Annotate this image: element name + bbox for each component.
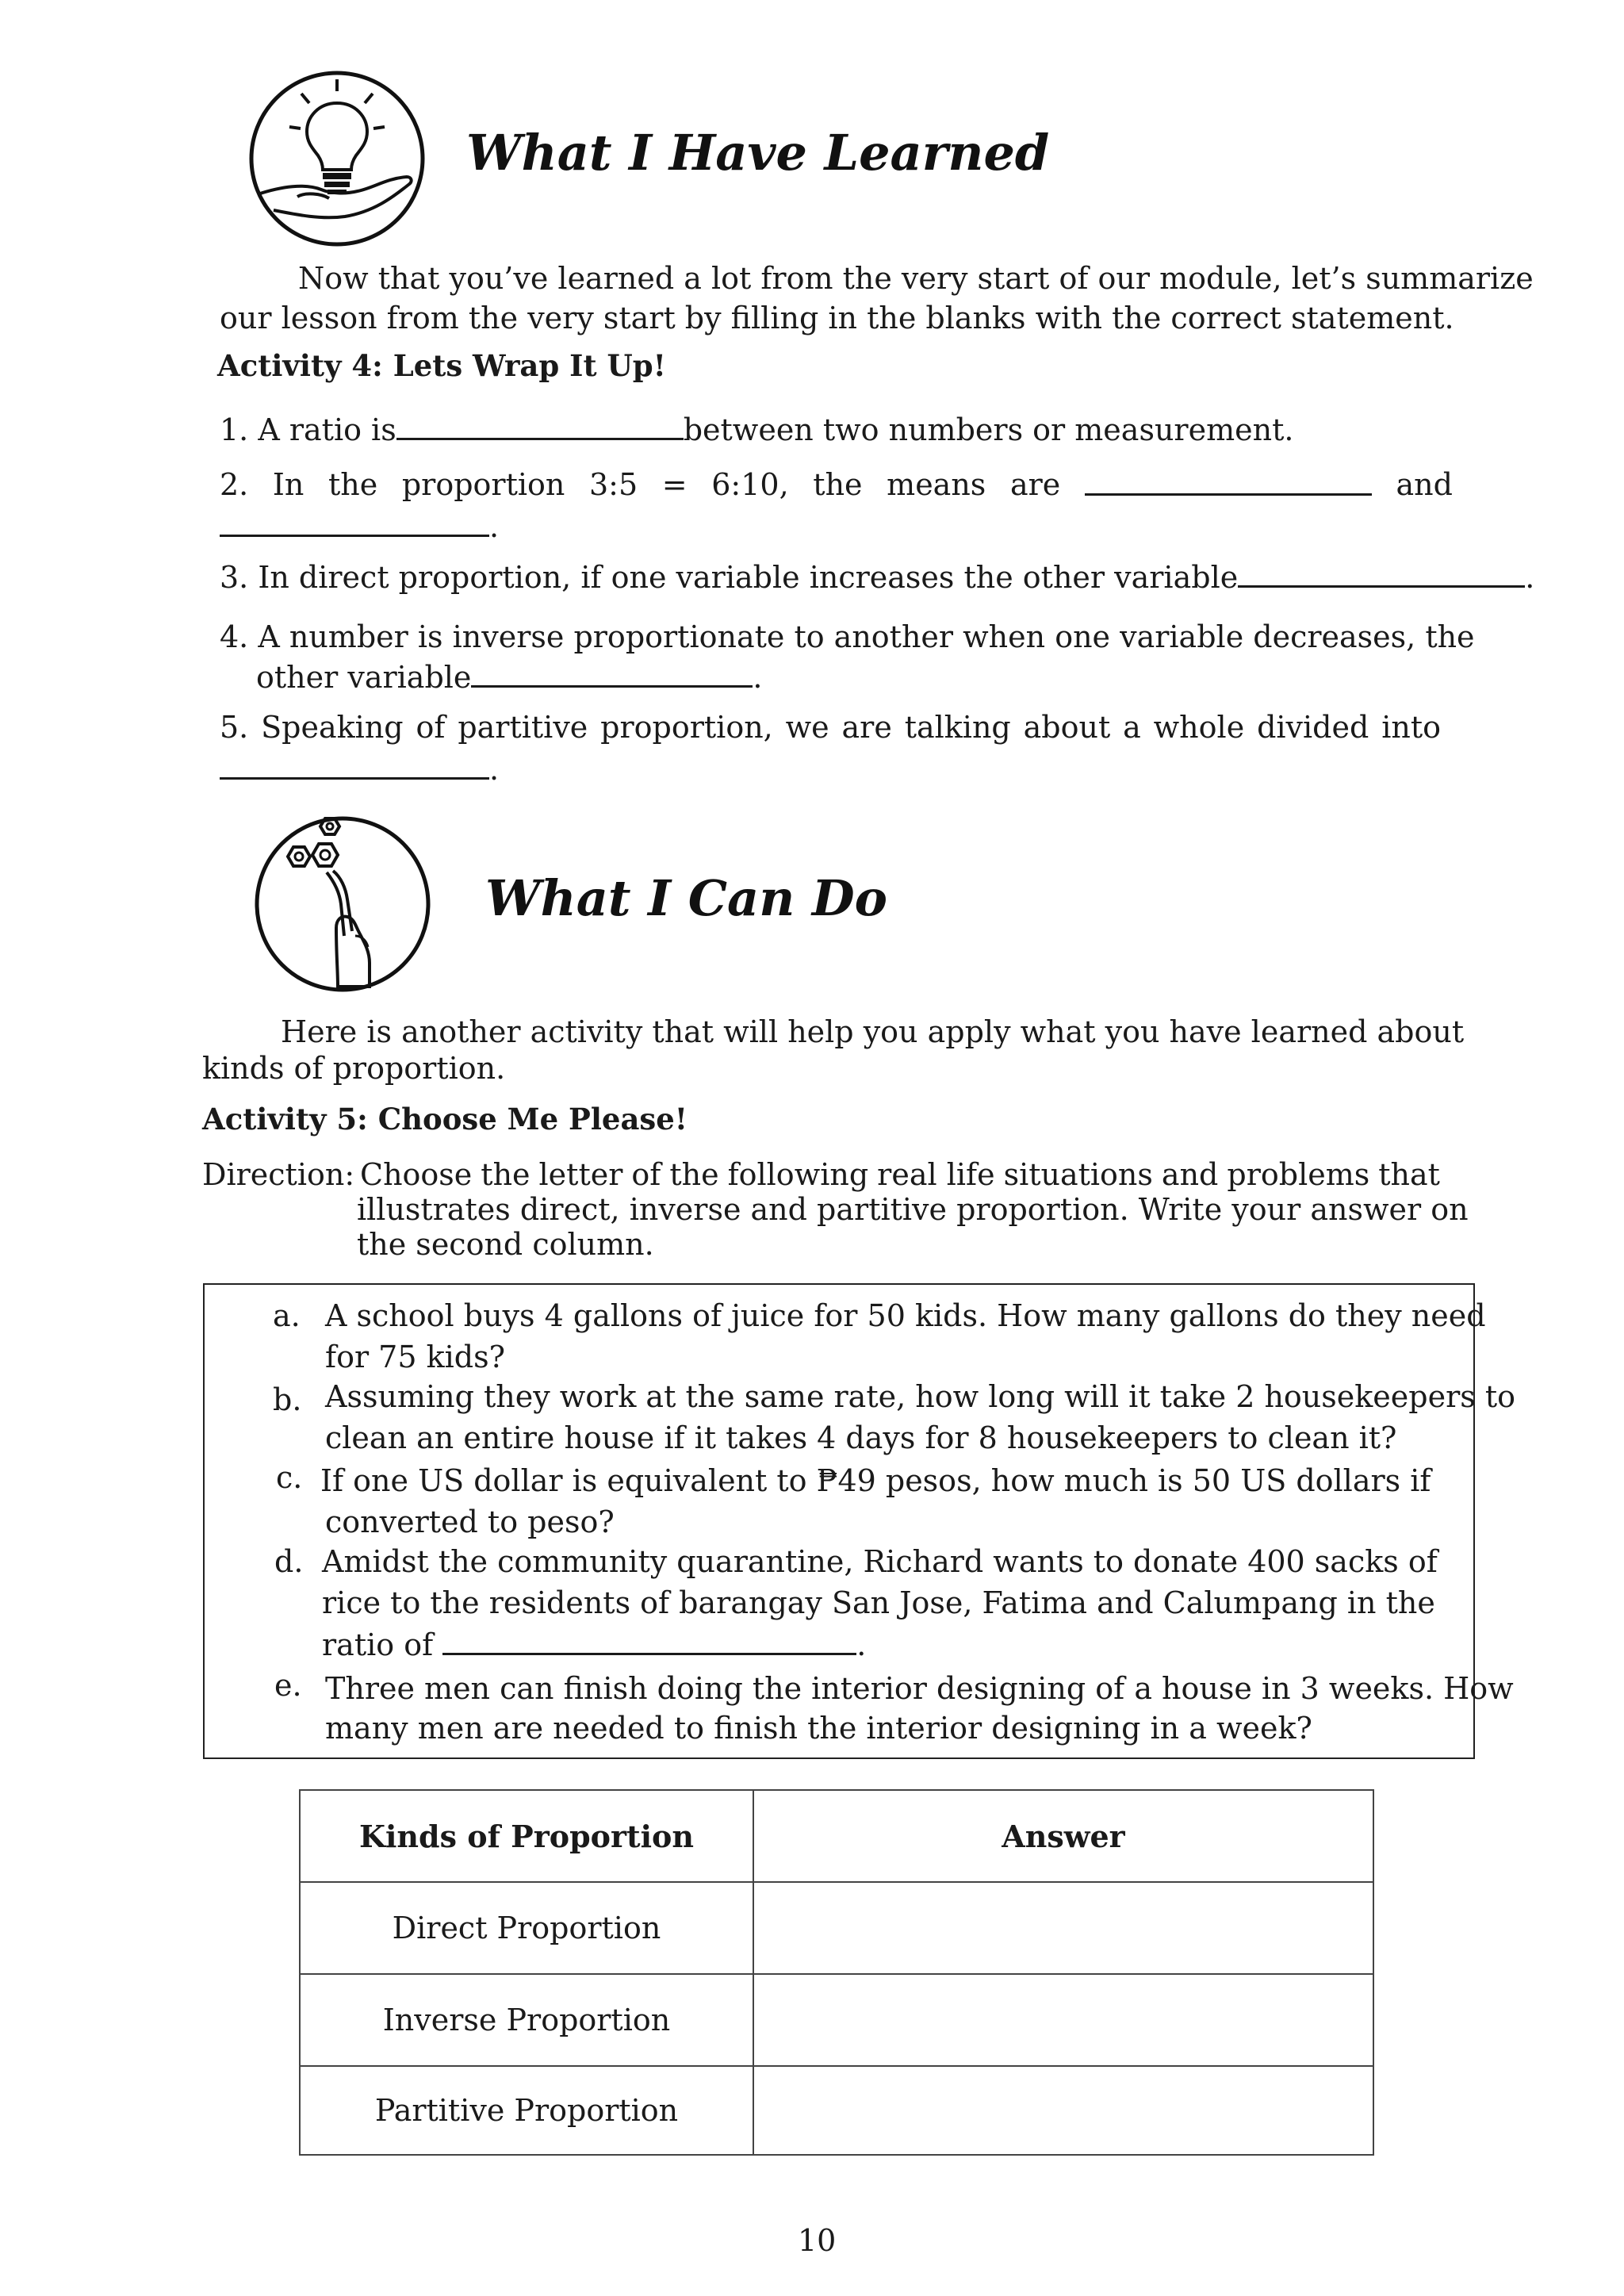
- answer-blank-2a[interactable]: [1085, 465, 1372, 496]
- table-row: [300, 1974, 1373, 2066]
- table-header-kinds: Kinds of Proportion: [300, 1790, 753, 1882]
- fill-item-3: 3. In direct proportion, if one variable increases the other variable .: [220, 557, 1534, 597]
- direction-line-3: the second column.: [357, 1227, 654, 1262]
- intro2-line-2: kinds of proportion.: [202, 1051, 506, 1086]
- word: 3:5: [589, 467, 638, 502]
- word: that: [1378, 1157, 1440, 1192]
- table-header-answer: Answer: [753, 1790, 1373, 1882]
- word: proportion,: [600, 710, 773, 745]
- direction-line-1: [360, 1155, 1440, 1194]
- situation-d-line-1: Amidst the community quarantine, Richard wants to donate 400 sacks of: [322, 1544, 1438, 1579]
- situation-c-letter: c.: [276, 1460, 303, 1495]
- situation-d-line-2: rice to the residents of barangay San Jose, Fatima and Calumpang in the: [322, 1585, 1435, 1620]
- situation-d-letter: d.: [274, 1544, 304, 1579]
- word: the: [328, 467, 378, 502]
- word: we: [785, 710, 829, 745]
- table-row: [300, 1882, 1373, 1974]
- word: 2.: [220, 467, 249, 502]
- direction-line-2: illustrates direct, inverse and partitive proportion. Write your answer on: [357, 1192, 1469, 1227]
- activity-5-title: Activity 5: Choose Me Please!: [202, 1102, 688, 1137]
- word: of: [631, 1157, 661, 1192]
- answer-blank-1[interactable]: [396, 409, 684, 440]
- situation-b-letter: b.: [273, 1382, 302, 1417]
- fill-item-1-prefix: 1. A ratio is: [220, 412, 396, 447]
- situation-a-letter: a.: [273, 1298, 301, 1333]
- answer-blank-5[interactable]: [220, 749, 489, 780]
- word: into: [1381, 710, 1441, 745]
- word: =: [661, 467, 688, 502]
- fill-item-2: [220, 465, 1453, 504]
- word: the: [481, 1157, 530, 1192]
- intro-line-2: our lesson from the very start by filling in the blanks with the correct statement.: [220, 301, 1454, 335]
- word: and: [1161, 1157, 1219, 1192]
- situation-a-line-1: A school buys 4 gallons of juice for 50 kids. How many gallons do they need: [325, 1298, 1486, 1333]
- answer-blank-4[interactable]: [471, 657, 753, 688]
- answer-cell-inverse[interactable]: [753, 1974, 1373, 2066]
- row-partitive-proportion: Partitive Proportion: [300, 2066, 753, 2155]
- word: of: [416, 710, 446, 745]
- word: real life: [877, 1157, 995, 1192]
- word: Choose: [360, 1157, 473, 1192]
- situation-b-line-2: clean an entire house if it takes 4 days for 8 housekeepers to clean it?: [325, 1420, 1397, 1455]
- kinds-of-proportion-table: [299, 1789, 1374, 2156]
- word: a: [1123, 710, 1141, 745]
- situation-c-line-1: If one US dollar is equivalent to ₱49 pesos, how much is 50 US dollars if: [320, 1463, 1431, 1498]
- word-and: and: [1396, 467, 1453, 502]
- situation-d-line-3: ratio of .: [322, 1624, 866, 1665]
- row-direct-proportion: Direct Proportion: [300, 1882, 753, 1974]
- section-title-what-i-have-learned: What I Have Learned: [466, 124, 1050, 182]
- fill-item-1-suffix: between two numbers or measurement.: [683, 412, 1294, 447]
- answer-cell-direct[interactable]: [753, 1882, 1373, 1974]
- situation-b-line-1: Assuming they work at the same rate, how long will it take 2 housekeepers to: [325, 1379, 1515, 1414]
- word: partitive: [458, 710, 588, 745]
- word: situations: [1003, 1157, 1153, 1192]
- answer-cell-partitive[interactable]: [753, 2066, 1373, 2155]
- word: problems: [1227, 1157, 1370, 1192]
- row-inverse-proportion: Inverse Proportion: [300, 1974, 753, 2066]
- lightbulb-hand-icon: [242, 63, 432, 254]
- intro-line-1: Now that you’ve learned a lot from the very start of our module, let’s summarize: [298, 261, 1534, 296]
- situation-e-line-1: Three men can finish doing the interior designing of a house in 3 weeks. How: [325, 1671, 1514, 1706]
- word: divided: [1257, 710, 1369, 745]
- word: the: [813, 467, 863, 502]
- word: letter: [538, 1157, 623, 1192]
- section-title-what-i-can-do: What I Can Do: [485, 869, 887, 927]
- word: proportion: [401, 467, 565, 502]
- word: 5.: [220, 710, 249, 745]
- fill-item-1: [220, 409, 1293, 450]
- direction-label: Direction:: [202, 1157, 355, 1192]
- hand-gears-icon: [247, 809, 438, 999]
- fill-item-4-line-1: 4. A number is inverse proportionate to another when one variable decreases, the: [220, 619, 1475, 654]
- word: means: [887, 467, 986, 502]
- word: the: [669, 1157, 719, 1192]
- fill-item-4-line-2: other variable .: [256, 657, 763, 697]
- answer-blank-3[interactable]: [1238, 557, 1525, 588]
- intro2-line-1: Here is another activity that will help you apply what you have learned about: [281, 1014, 1465, 1049]
- page-number: 10: [798, 2223, 837, 2258]
- situation-e-letter: e.: [274, 1668, 302, 1703]
- fill-item-4-prefix: other variable: [256, 660, 472, 695]
- word: are: [841, 710, 892, 745]
- activity-4-title: Activity 4: Lets Wrap It Up!: [217, 348, 666, 383]
- answer-blank-2b[interactable]: [220, 506, 489, 537]
- fill-item-2-continuation: .: [220, 506, 499, 546]
- fill-item-5-continuation: .: [220, 749, 499, 789]
- word: talking: [904, 710, 1011, 745]
- fill-item-5: [220, 707, 1441, 747]
- table-row: [300, 2066, 1373, 2155]
- ratio-answer-blank[interactable]: [442, 1624, 856, 1655]
- word: whole: [1153, 710, 1245, 745]
- word: following: [727, 1157, 869, 1192]
- word: In: [272, 467, 304, 502]
- word: 6:10,: [711, 467, 789, 502]
- situation-e-line-2: many men are needed to finish the interior designing in a week?: [325, 1711, 1312, 1746]
- situation-c-line-2: converted to peso?: [325, 1504, 615, 1539]
- word: are: [1009, 467, 1061, 502]
- word: about: [1023, 710, 1111, 745]
- fill-item-3-prefix: 3. In direct proportion, if one variable increases the other variable: [220, 560, 1239, 595]
- word: Speaking: [261, 710, 404, 745]
- situation-a-line-2: for 75 kids?: [325, 1340, 505, 1374]
